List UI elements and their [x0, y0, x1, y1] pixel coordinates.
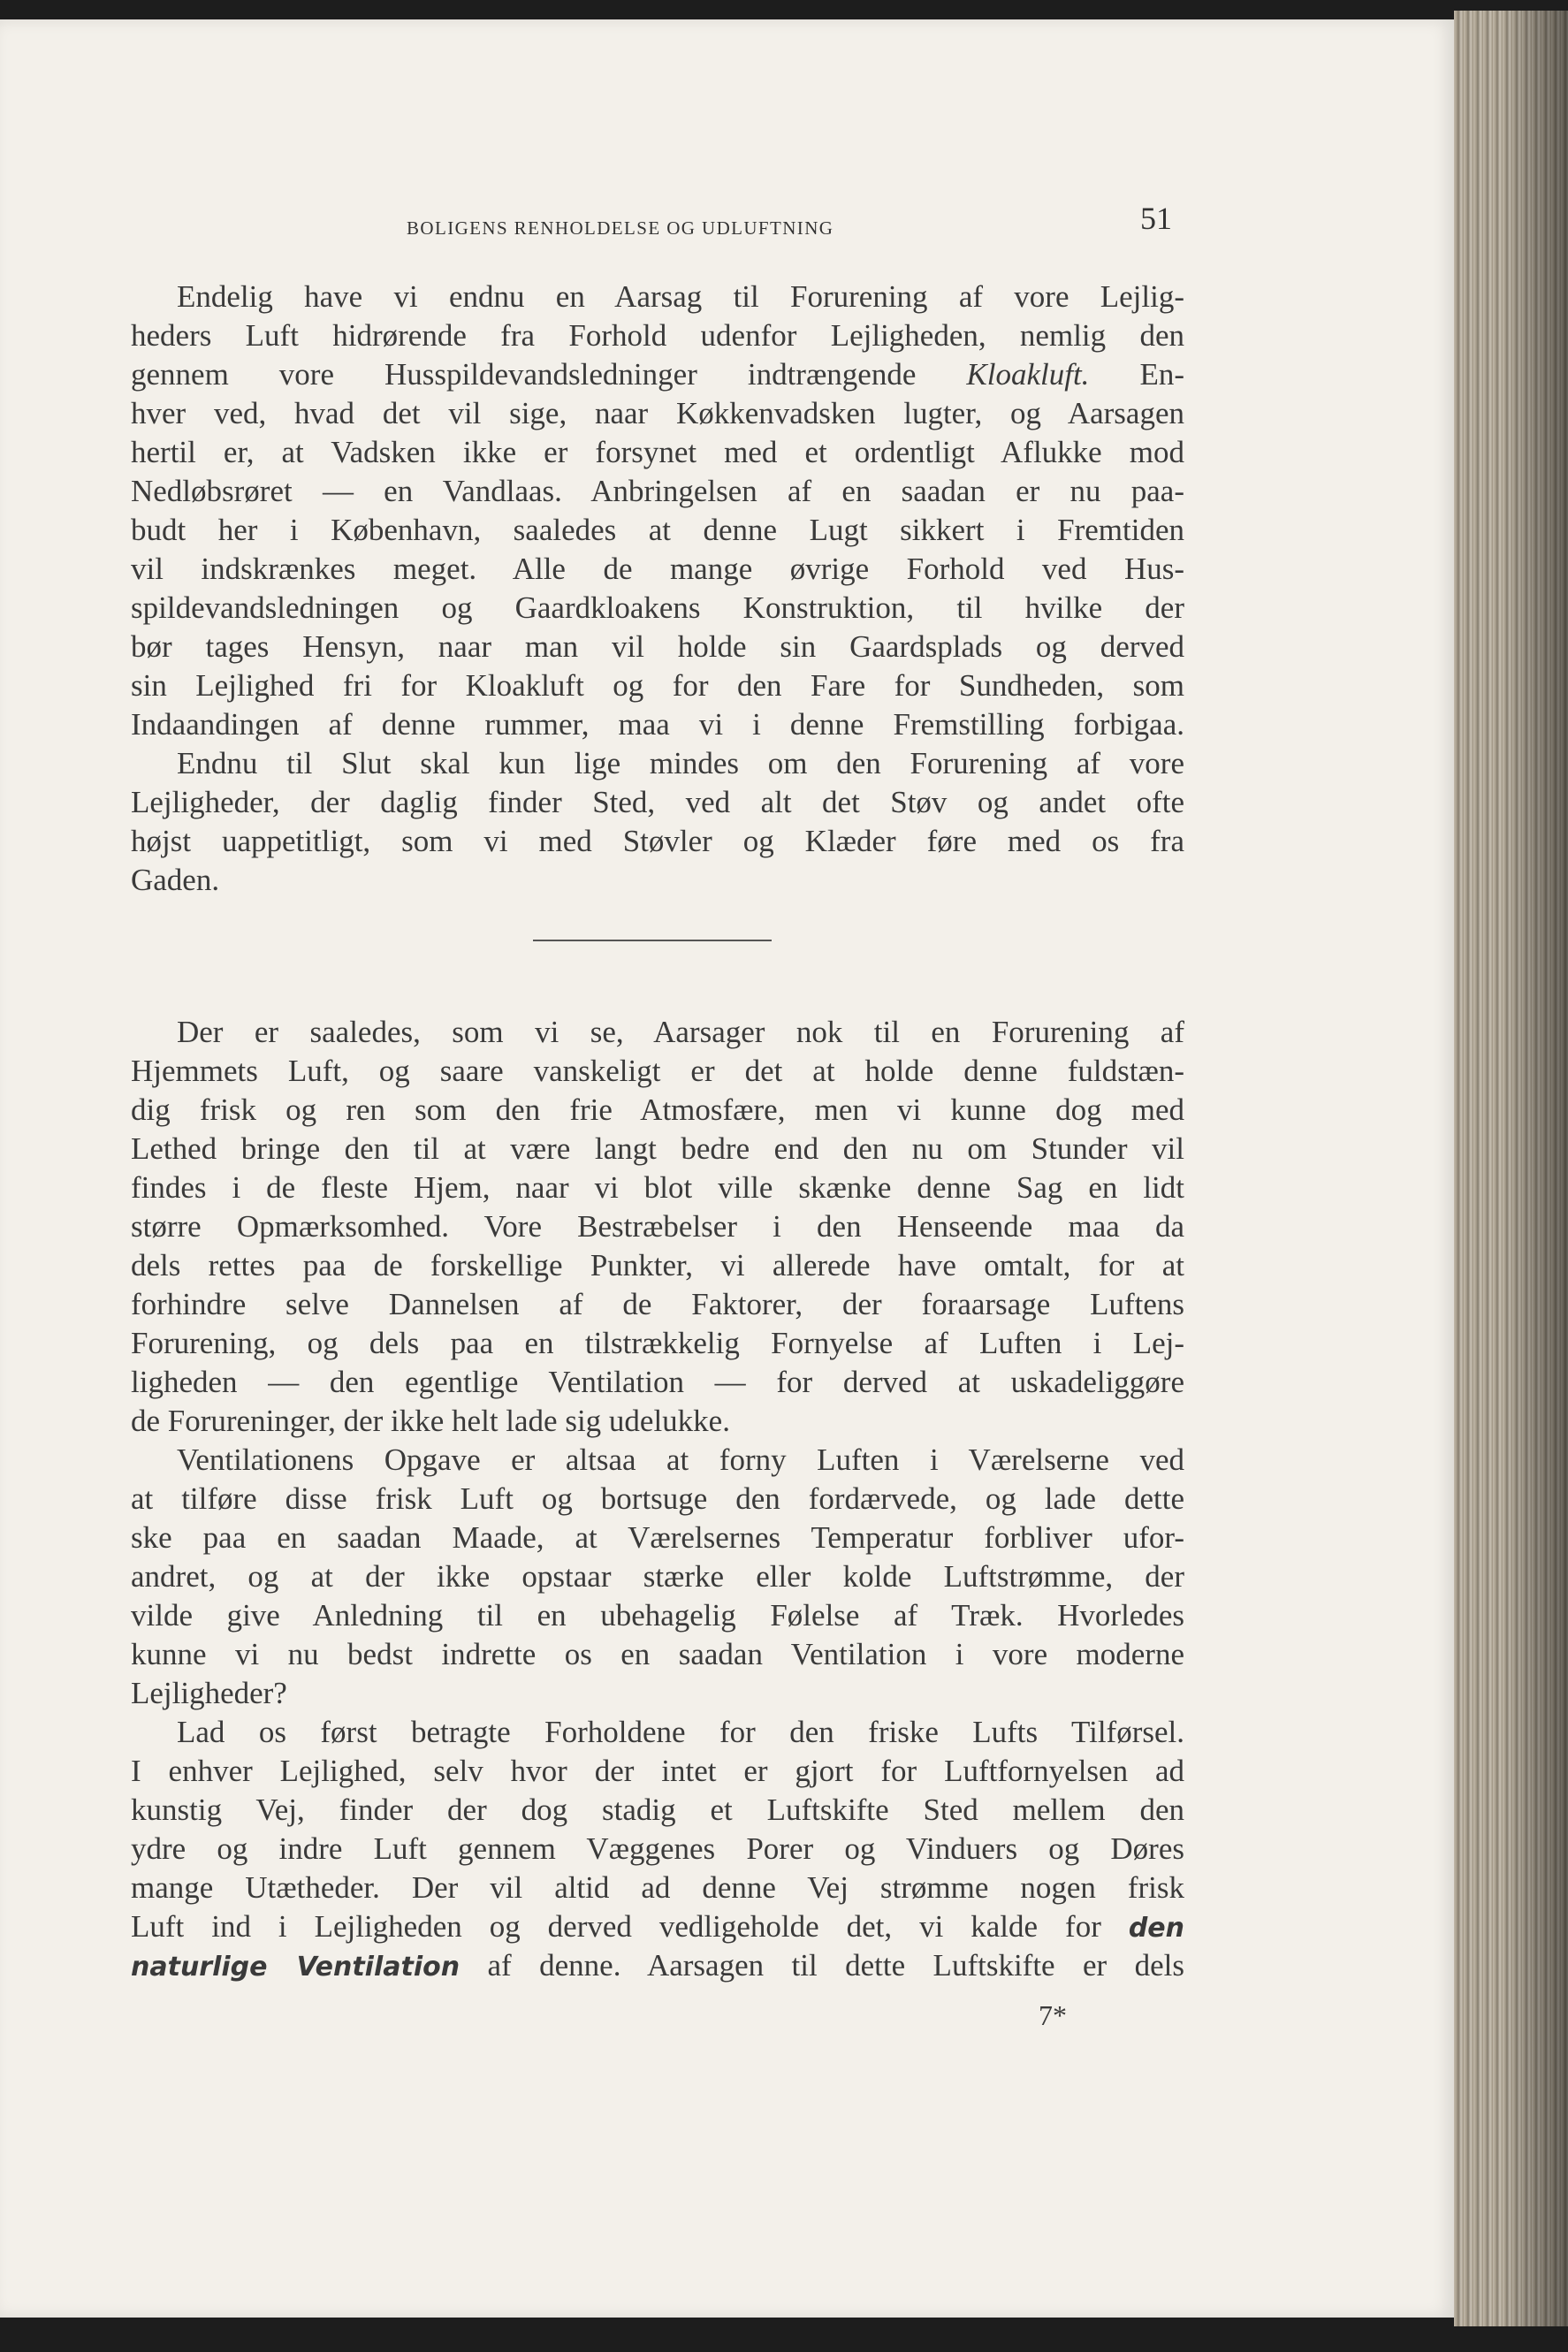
text-line: Endelig have vi endnu en Aarsag til Forurening af vore Lejlig-: [177, 279, 1184, 314]
text-line: findes i de fleste Hjem, naar vi blot ville skænke denne Sag en lidt: [131, 1170, 1184, 1205]
text-line: Gaden.: [131, 863, 220, 897]
emphasis-term: naturlige Ventilation: [131, 1952, 461, 1983]
text-line: højst uappetitligt, som vi med Støvler og Klæder føre med os fra: [131, 824, 1184, 858]
text-line: Lejligheder, der daglig finder Sted, ved alt det Støv og andet ofte: [131, 785, 1184, 819]
text-line: hver ved, hvad det vil sige, naar Køkkenvadsken lugter, og Aarsagen: [131, 396, 1184, 430]
text-line: Nedløbsrøret — en Vandlaas. Anbringelsen af en saadan er nu paa-: [131, 474, 1184, 508]
text-line: kunstig Vej, finder der dog stadig et Luftskifte Sted mellem den: [131, 1793, 1184, 1827]
text-line: de Forureninger, der ikke helt lade sig udelukke.: [131, 1404, 730, 1438]
text-line: ydre og indre Luft gennem Væggenes Porer og Vinduers og Døres: [131, 1831, 1184, 1866]
signature-mark: 7*: [1039, 1999, 1067, 2031]
text-line: spildevandsledningen og Gaardkloakens Konstruktion, til hvilke der: [131, 590, 1184, 625]
text-line: dels rettes paa de forskellige Punkter, vi allerede have omtalt, for at: [131, 1248, 1184, 1283]
text-line: at tilføre disse frisk Luft og bortsuge den fordærvede, og lade dette: [131, 1481, 1184, 1516]
section-divider: [533, 940, 772, 941]
text-line: [131, 1946, 1184, 1987]
text-run: af denne. Aarsagen til dette Luftskifte er dels: [460, 1948, 1184, 1983]
text-line: heders Luft hidrørende fra Forhold udenfor Lejligheden, nemlig den: [131, 318, 1184, 353]
text-line: Lethed bringe den til at være langt bedre end den nu om Stunder vil: [131, 1131, 1184, 1166]
text-line: [131, 355, 1184, 394]
text-line: Indaandingen af denne rummer, maa vi i denne Fremstilling forbigaa.: [131, 707, 1184, 742]
text-line: forhindre selve Dannelsen af de Faktorer, der foraarsage Luftens: [131, 1287, 1184, 1321]
text-line: vil indskrænkes meget. Alle de mange øvrige Forhold ved Hus-: [131, 552, 1184, 586]
text-line: hertil er, at Vadsken ikke er forsynet med et ordentligt Aflukke mod: [131, 435, 1184, 469]
emphasis-term: den: [1128, 1913, 1184, 1944]
text-line: andret, og at der ikke opstaar stærke eller kolde Luftstrømme, der: [131, 1559, 1184, 1594]
text-run: gennem vore Husspildevandsledninger indtrængende: [131, 357, 967, 392]
text-line: bør tages Hensyn, naar man vil holde sin Gaardsplads og derved: [131, 629, 1184, 664]
text-run: Luft ind i Lejligheden og derved vedligeholde det, vi kalde for: [131, 1909, 1129, 1944]
text-line: ske paa en saadan Maade, at Værelsernes Temperatur forbliver ufor-: [131, 1520, 1184, 1555]
italic-term: Kloakluft.: [966, 357, 1090, 392]
text-line: større Opmærksomhed. Vore Bestræbelser i den Henseende maa da: [131, 1209, 1184, 1244]
text-line: dig frisk og ren som den frie Atmosfære, men vi kunne dog med: [131, 1092, 1184, 1127]
text-line: [131, 1907, 1184, 1948]
text-line: mange Utætheder. Der vil altid ad denne Vej strømme nogen frisk: [131, 1870, 1184, 1905]
running-title: BOLIGENS RENHOLDELSE OG UDLUFTNING: [407, 217, 834, 239]
text-line: Der er saaledes, som vi se, Aarsager nok til en Forurening af: [177, 1015, 1184, 1049]
text-run: En-: [1089, 357, 1184, 392]
text-line: Lejligheder?: [131, 1676, 287, 1710]
text-line: Endnu til Slut skal kun lige mindes om den Forurening af vore: [177, 746, 1184, 780]
text-line: Lad os først betragte Forholdene for den friske Lufts Tilførsel.: [177, 1715, 1184, 1749]
page-number: 51: [1140, 201, 1172, 236]
book-edge-shadow: [1503, 11, 1568, 2326]
text-line: Hjemmets Luft, og saare vanskeligt er det at holde denne fuldstæn-: [131, 1054, 1184, 1088]
text-line: Ventilationens Opgave er altsaa at forny Luften i Værelserne ved: [177, 1442, 1184, 1477]
text-line: budt her i København, saaledes at denne Lugt sikkert i Fremtiden: [131, 513, 1184, 547]
text-line: kunne vi nu bedst indrette os en saadan Ventilation i vore moderne: [131, 1637, 1184, 1671]
text-line: Forurening, og dels paa en tilstrækkelig Fornyelse af Luften i Lej-: [131, 1326, 1184, 1360]
text-line: sin Lejlighed fri for Kloakluft og for den Fare for Sundheden, som: [131, 668, 1184, 703]
text-line: vilde give Anledning til en ubehagelig Følelse af Træk. Hvorledes: [131, 1598, 1184, 1633]
text-line: I enhver Lejlighed, selv hvor der intet er gjort for Luftfornyelsen ad: [131, 1754, 1184, 1788]
text-line: ligheden — den egentlige Ventilation — for derved at uskadeliggøre: [131, 1365, 1184, 1399]
